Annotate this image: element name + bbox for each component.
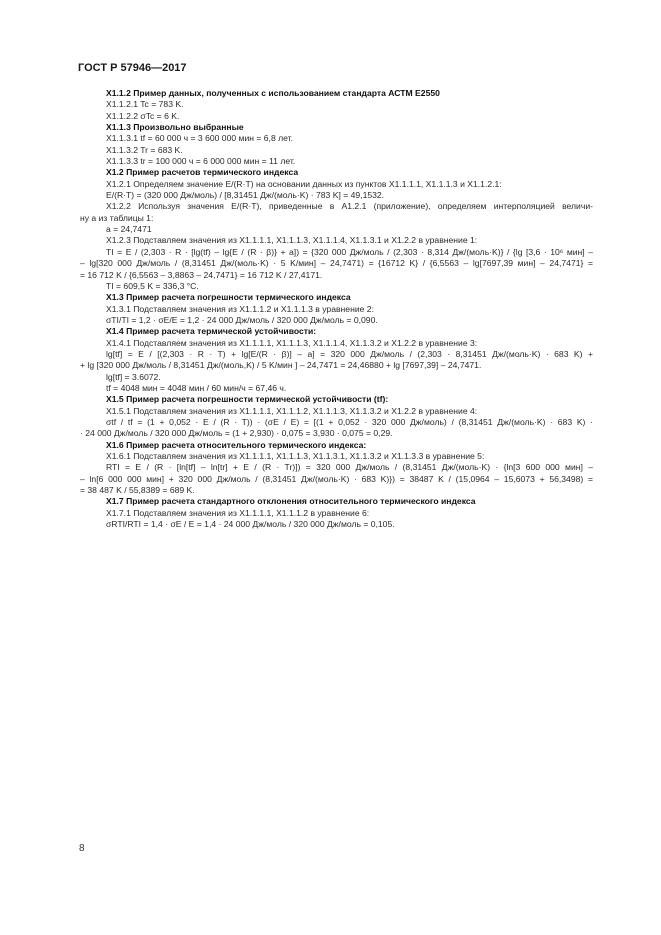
text-line: X1.1.2.1 Tc = 783 K. — [106, 99, 184, 110]
text-line: tf = 4048 мин = 4048 мин / 60 мин/ч = 67,46 ч. — [106, 382, 287, 393]
text-line: – ln[6 000 000 мин] + 320 000 Дж/моль / (8,31451 Дж/(моль·K) · 683 K)}) = 38487 K / (15,0964 – 15,6073 + 56,3498) = — [80, 473, 593, 484]
text-line: X1.1.3.1 tf = 60 000 ч = 3 600 000 мин = 6,8 лет. — [106, 133, 293, 144]
section-heading: X1.1.3 Произвольно выбранные — [106, 122, 244, 133]
text-line: X1.3.1 Подставляем значения из X1.1.1.2 и X1.1.1.3 в уравнение 2: — [106, 303, 374, 314]
text-line: X1.7.1 Подставляем значения из X1.1.1.1, X1.1.1.2 в уравнение 6: — [106, 507, 370, 518]
text-line: ну a из таблицы 1: — [80, 212, 154, 223]
text-line: TI = 609,5 K = 336,3 °C. — [106, 280, 199, 291]
text-line: – lg[320 000 Дж/моль / (8,31451 Дж/(моль·K) · 5 K/мин] – 24,7471) = {16712 K} / {6,5563 – lg[7697,39 мин] – 24,7471} = — [80, 258, 593, 269]
text-line: lg[tf] = 3.6072. — [106, 371, 161, 382]
text-line: σTI/TI = 1,2 · σE/E = 1,2 · 24 000 Дж/моль / 320 000 Дж/моль = 0,090. — [106, 314, 378, 325]
section-heading: X1.1.2 Пример данных, полученных с использованием стандарта АСТМ E2550 — [106, 88, 440, 98]
text-line: σRTI/RTI = 1,4 · σE / E = 1,4 · 24 000 Дж/моль / 320 000 Дж/моль = 0,105. — [106, 519, 395, 530]
section-heading: X1.2 Пример расчетов термического индекса — [106, 167, 299, 178]
text-line: σtf / tf = (1 + 0,052 · E / (R · T)) · (σE / E) = [(1 + 0,052 · 320 000 Дж/моль) / (8,31451 Дж/(моль·K) · 683 K) · — [106, 416, 593, 427]
text-line: X1.2.2 Используя значения E/(R·T), приведенные в A1.2.1 (приложение), определяем интерполяцией величи- — [106, 201, 593, 212]
section-heading: X1.3 Пример расчета погрешности термического индекса — [106, 292, 351, 303]
text-line: lg[tf] = E / [(2,303 · R · T) + lg[E/(R · β)] – a] = 320 000 Дж/моль / (2,303 · 8,31451 Дж/(моль·K) · 683 K) + — [106, 348, 593, 359]
section-heading: X1.7 Пример расчета стандартного отклонения относительного термического индекса — [106, 496, 476, 507]
document-body — [80, 88, 593, 530]
text-line: a = 24,7471 — [106, 224, 152, 235]
page-number: 8 — [79, 843, 85, 854]
document-header: ГОСТ Р 57946—2017 — [78, 62, 187, 74]
text-line: = 16 712 K / {6,5563 – 3,8863 – 24,7471} = 16 712 K / 27,4171. — [80, 269, 323, 280]
text-line: X1.1.3.3 tr = 100 000 ч = 6 000 000 мин = 11 лет. — [106, 156, 296, 167]
text-line: + lg [320 000 Дж/моль / 8,31451 Дж/(моль,K) / 5 K/мин ] – 24,7471 = 24,46880 + lg [7697,39] – 24,7471. — [80, 360, 482, 371]
text-line: X1.4.1 Подставляем значения из X1.1.1.1, X1.1.1.3, X1.1.1.4, X1.1.3.2 и X1.2.2 в уравнение 3: — [106, 337, 478, 348]
text-line: X1.6.1 Подставляем значения из X1.1.1.1, X1.1.1.3, X1.1.3.1, X1.1.3.2 и X1.1.3.3 в уравнение 5: — [106, 451, 485, 461]
text-line: X1.1.3.2 Tr = 683 K. — [106, 144, 183, 155]
text-line: · 24 000 Дж/моль / 320 000 Дж/моль = (1 + 2,930) · 0,075 = 3,930 · 0,075 = 0,29. — [80, 428, 393, 439]
section-heading: X1.6 Пример расчета относительного термического индекса: — [106, 439, 367, 450]
text-line: = 38 487 K / 55,8389 = 689 K. — [80, 485, 195, 496]
text-line: X1.2.1 Определяем значение E/(R·T) на основании данных из пунктов X1.1.1.1, X1.1.1.3 и X1.1.2.1: — [106, 178, 502, 189]
text-line: X1.2.3 Подставляем значения из X1.1.1.1, X1.1.1.3, X1.1.1.4, X1.1.3.1 и X1.2.2 в уравнение 1: — [106, 235, 478, 246]
text-line: TI = E / (2,303 · R · [lg(tf) – lg{E / (R · β)} + a]) = {320 000 Дж/моль / (2,303 · 8,314 Дж/(моль·K)} / {lg [3,6 · 10⁶ мин] – — [106, 246, 593, 257]
text-line: E/(R·T) = (320 000 Дж/моль) / [8,31451 Дж/(моль·K) · 783 K] = 49,1532. — [106, 190, 385, 201]
section-heading: X1.4 Пример расчета термической устойчивости: — [106, 326, 317, 337]
text-line: X1.1.2.2 σTc = 6 K. — [106, 110, 180, 121]
section-heading: X1.5 Пример расчета погрешности термической устойчивости (tf): — [106, 394, 389, 405]
text-line: X1.5.1 Подставляем значения из X1.1.1.1, X1.1.1.2, X1.1.1.3, X1.1.3.2 и X1.2.2 в уравнение 4: — [106, 405, 478, 416]
text-line: RTI = E / (R · [ln[tf] – ln[tr] + E / (R · Tr)]) = 320 000 Дж/моль / (8,31451 Дж/(моль·K) · {ln[3 600 000 мин] – — [106, 462, 593, 473]
